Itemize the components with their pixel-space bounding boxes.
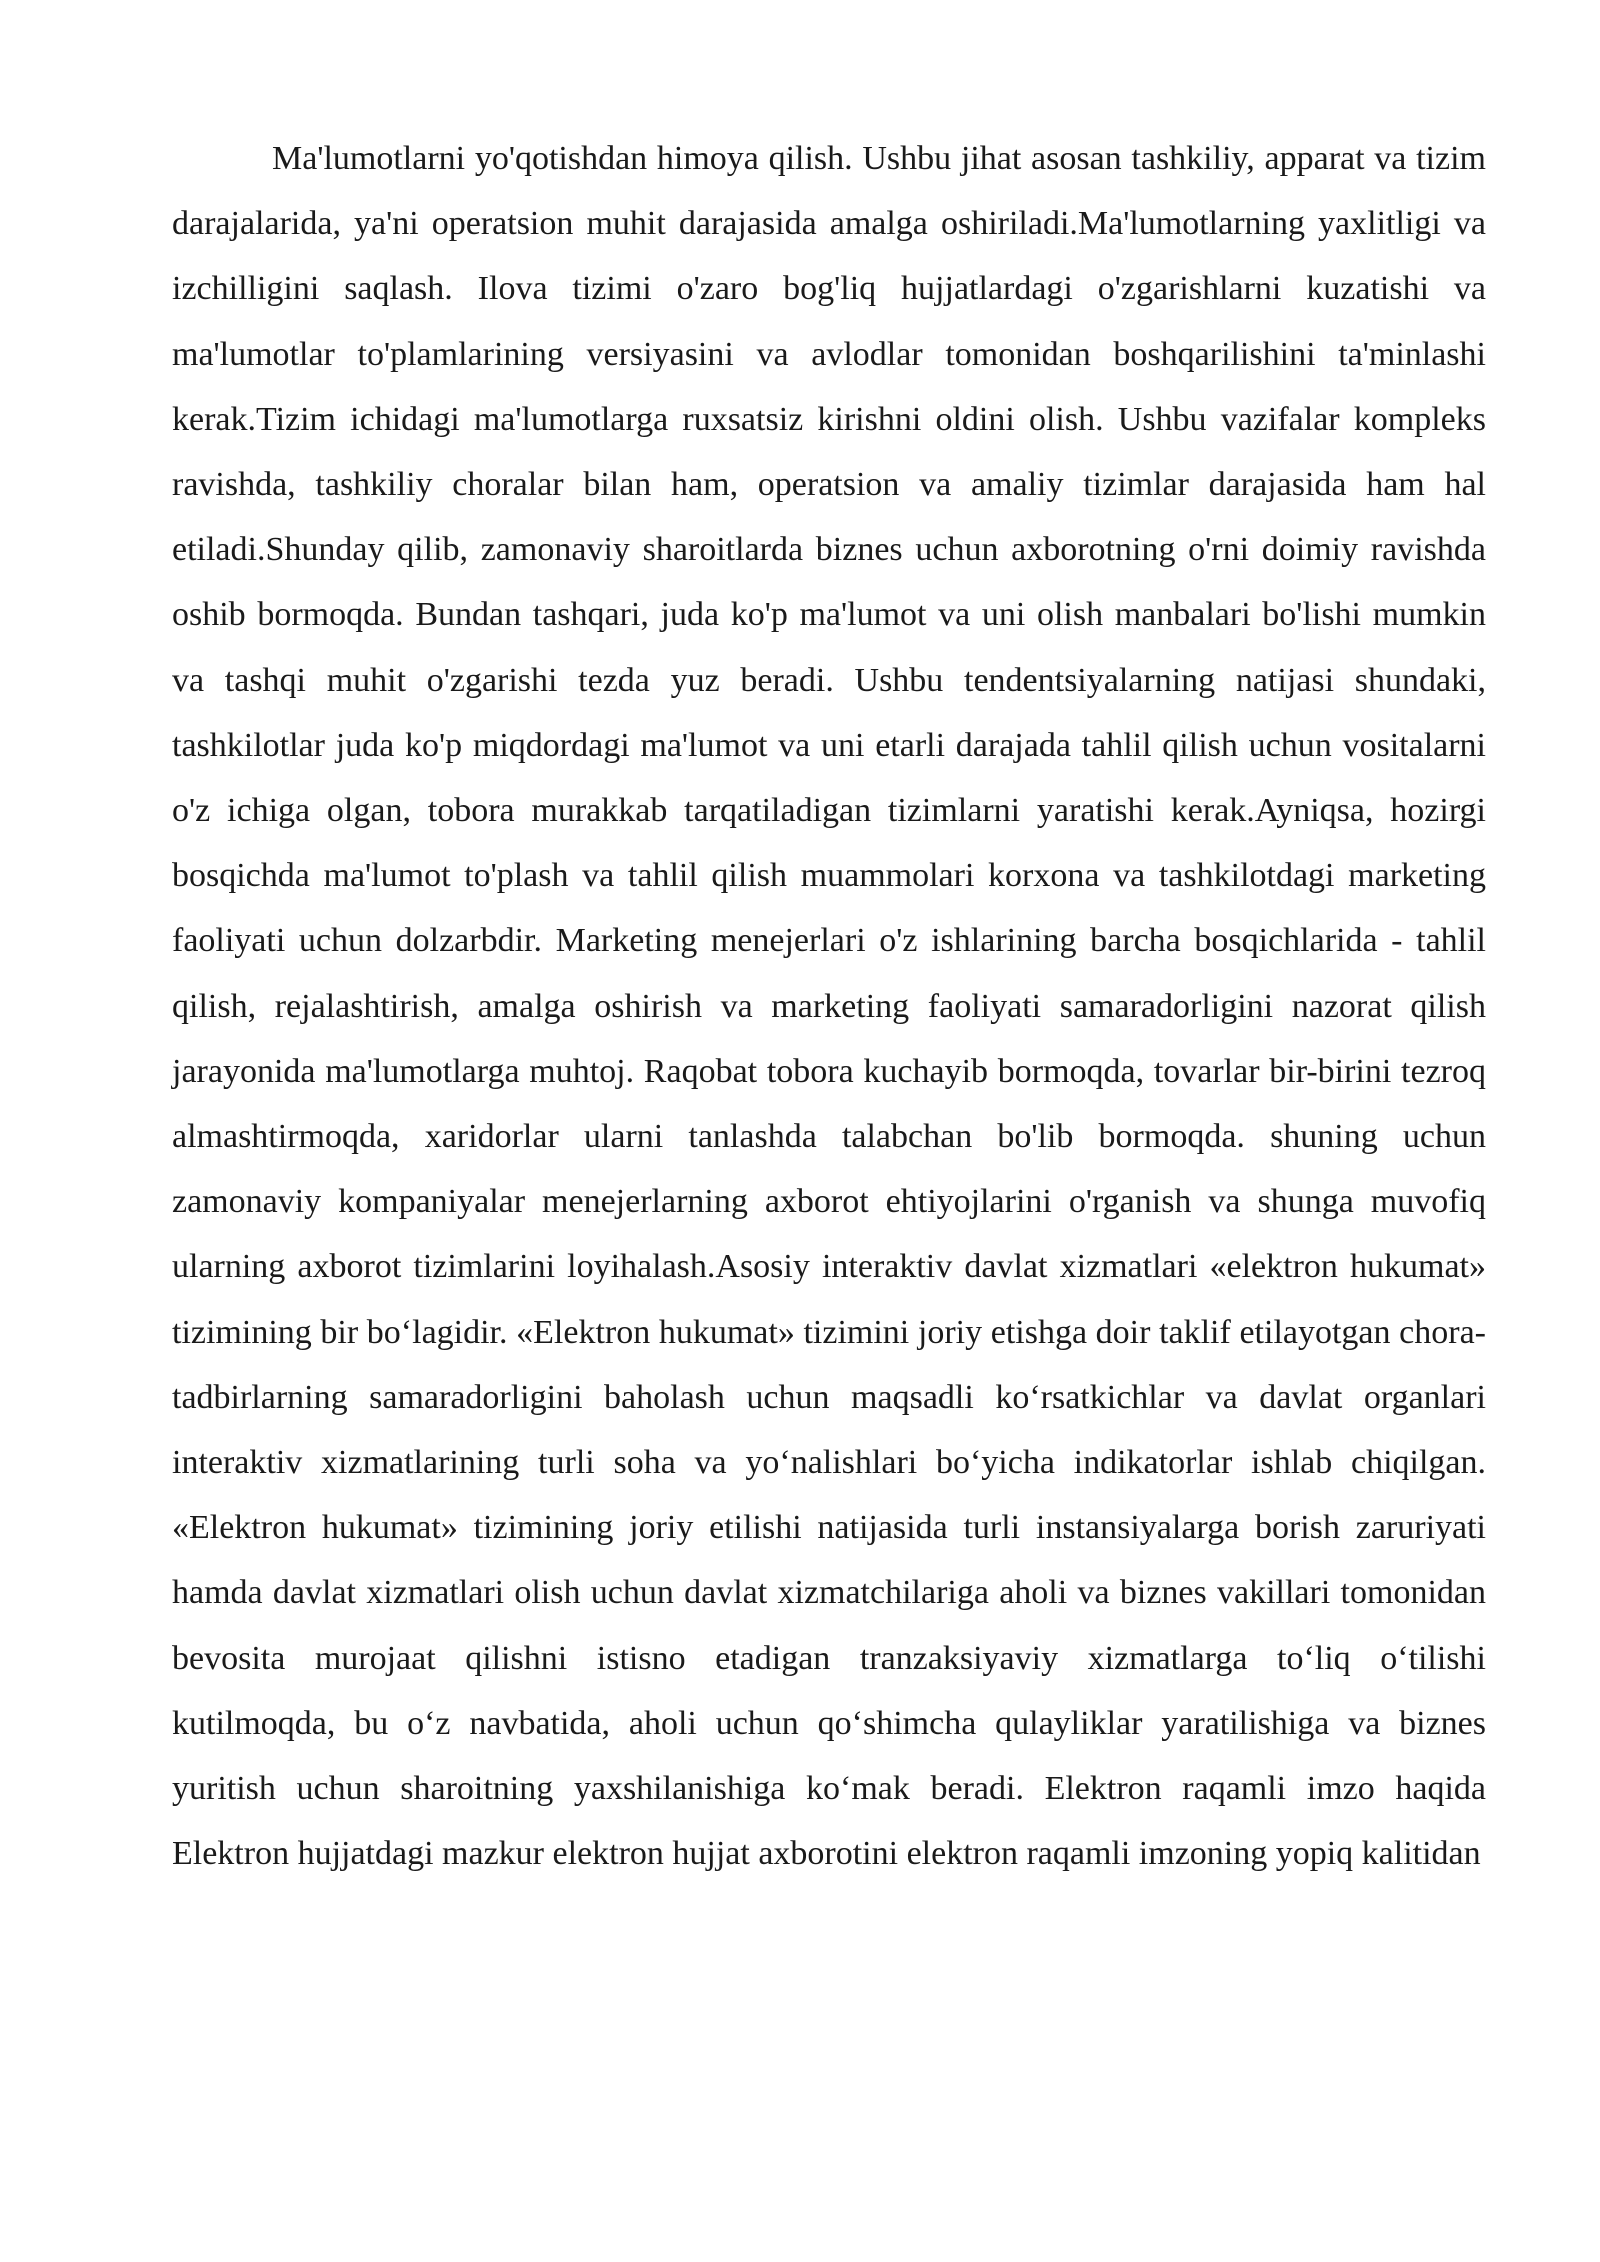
body-paragraph: Ma'lumotlarni yo'qotishdan himoya qilish. Ushbu jihat asosan tashkiliy, apparat va tizim darajalarida, ya'ni operatsion muhit darajasida amalga oshiriladi.Ma'lumotlarning yaxlitligi va izchilligini saqlash. Ilova tizimi o'zaro bog'liq hujjatlardagi o'zgarishlarni kuzatishi va ma'lumotlar to'plamlarining versiyasini va avlodlar tomonidan boshqarilishini ta'minlashi kerak.Tizim ichidagi ma'lumotlarga ruxsatsiz kirishni oldini olish. Ushbu vazifalar kompleks ravishda, tashkiliy choralar bilan ham, operatsion va amaliy tizimlar darajasida ham hal etiladi.Shunday qilib, zamonaviy sharoitlarda biznes uchun axborotning o'rni doimiy ravishda oshib bormoqda. Bundan tashqari, juda ko'p ma'lumot va uni olish manbalari bo'lishi mumkin va tashqi muhit o'zgarishi tezda yuz beradi. Ushbu tendentsiyalarning natijasi shundaki, tashkilotlar juda ko'p miqdordagi ma'lumot va uni etarli darajada tahlil qilish uchun vositalarni o'z ichiga olgan, tobora murakkab tarqatiladigan tizimlarni yaratishi kerak.Ayniqsa, hozirgi bosqichda ma'lumot to'plash va tahlil qilish muammolari korxona va tashkilotdagi marketing faoliyati uchun dolzarbdir. Marketing menejerlari o'z ishlarining barcha bosqichlarida - tahlil qilish, rejalashtirish, amalga oshirish va marketing faoliyati samaradorligini nazorat qilish jarayonida ma'lumotlarga muhtoj. Raqobat tobora kuchayib bormoqda, tovarlar bir-birini tezroq almashtirmoqda, xaridorlar ularni tanlashda talabchan bo'lib bormoqda. shuning uchun zamonaviy kompaniyalar menejerlarning axborot ehtiyojlarini o'rganish va shunga muvofiq ularning axborot tizimlarini loyihalash.Asosiy interaktiv davlat xizmatlari «elektron hukumat» tizimining bir boʻlagidir. «Elektron hukumat» tizimini joriy etishga doir taklif etilayotgan chora-tadbirlarning samaradorligini baholash uchun maqsadli koʻrsatkichlar va davlat organlari interaktiv xizmatlarining turli soha va yoʻnalishlari boʻyicha indikatorlar ishlab chiqilgan. «Elektron hukumat» tizimining joriy etilishi natijasida turli instansiyalarga borish zaruriyati hamda davlat xizmatlari olish uchun davlat xizmatchilariga aholi va biznes vakillari tomonidan bevosita murojaat qilishni istisno etadigan tranzaksiyaviy xizmatlarga toʻliq oʻtilishi kutilmoqda, bu oʻz navbatida, aholi uchun qoʻshimcha qulayliklar yaratilishiga va biznes yuritish uchun sharoitning yaxshilanishiga koʻmak beradi. Elektron raqamli imzo haqida Elektron hujjatdagi mazkur elektron hujjat axborotini elektron raqamli imzoning yopiq kalitidan [172,140,1486,1873]
